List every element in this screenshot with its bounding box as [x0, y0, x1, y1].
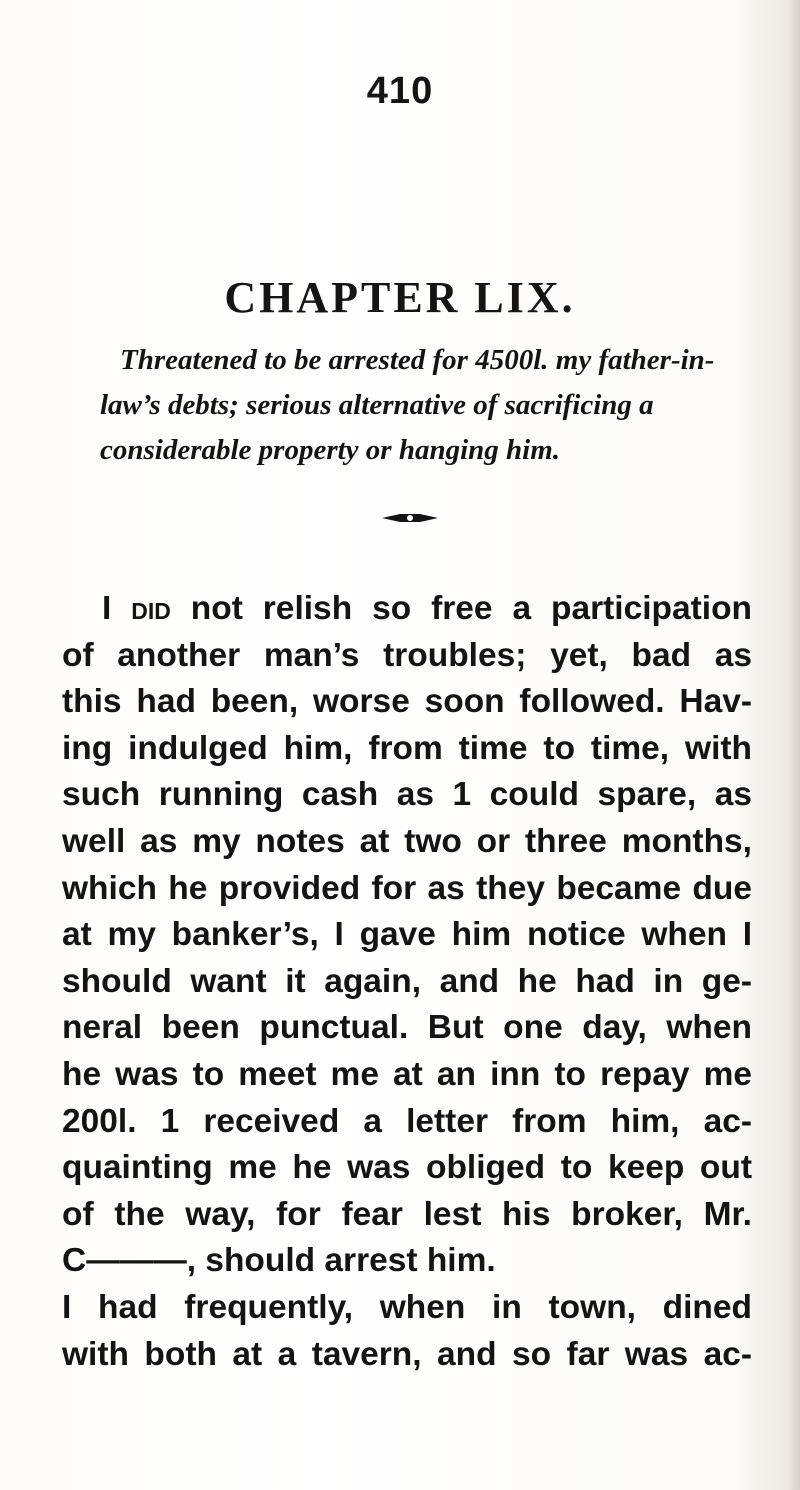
- body-line: of the way, for fear lest his broker, Mr.: [62, 1195, 752, 1233]
- body-line: he was to meet me at an inn to repay me: [62, 1055, 752, 1093]
- smallcaps-word: did: [131, 590, 171, 627]
- body-line: 200l. 1 received a letter from him, ac-: [62, 1102, 752, 1140]
- body-line: I had frequently, when in town, dined: [62, 1288, 752, 1326]
- body-line: of another man’s troubles; yet, bad as: [62, 636, 752, 674]
- body-line: at my banker’s, I gave him notice when I: [62, 916, 752, 954]
- dash-ornament-icon: [380, 510, 440, 526]
- body-line: C———, should arrest him.: [62, 1242, 496, 1280]
- page-number: 410: [366, 70, 434, 112]
- body-line: this had been, worse soon followed. Hav-: [62, 683, 752, 721]
- summary-line: Threatened to be arrested for 4500l. my father-in-: [120, 344, 715, 376]
- body-line: which he provided for as they became due: [62, 869, 752, 907]
- body-line-first: [62, 586, 752, 633]
- summary-line: considerable property or hanging him.: [100, 434, 561, 466]
- body-line: should want it again, and he had in ge-: [62, 962, 752, 1000]
- body-line: such running cash as 1 could spare, as: [62, 776, 752, 814]
- body-text: [62, 586, 752, 1378]
- body-line: ing indulged him, from time to time, with: [62, 729, 752, 767]
- summary-line: law’s debts; serious alternative of sacrificing a: [100, 389, 654, 421]
- chapter-summary: [100, 338, 740, 473]
- first-line-rest: not relish so free a participation: [190, 590, 752, 627]
- body-line: quainting me he was obliged to keep out: [62, 1149, 752, 1187]
- drop-initial: I: [102, 590, 112, 627]
- chapter-title: CHAPTER LIX.: [224, 273, 576, 322]
- body-line: well as my notes at two or three months,: [62, 822, 752, 860]
- page-edge-shadow: [786, 0, 800, 1490]
- body-line: with both at a tavern, and so far was ac-: [62, 1335, 752, 1373]
- body-line: neral been punctual. But one day, when: [62, 1009, 752, 1047]
